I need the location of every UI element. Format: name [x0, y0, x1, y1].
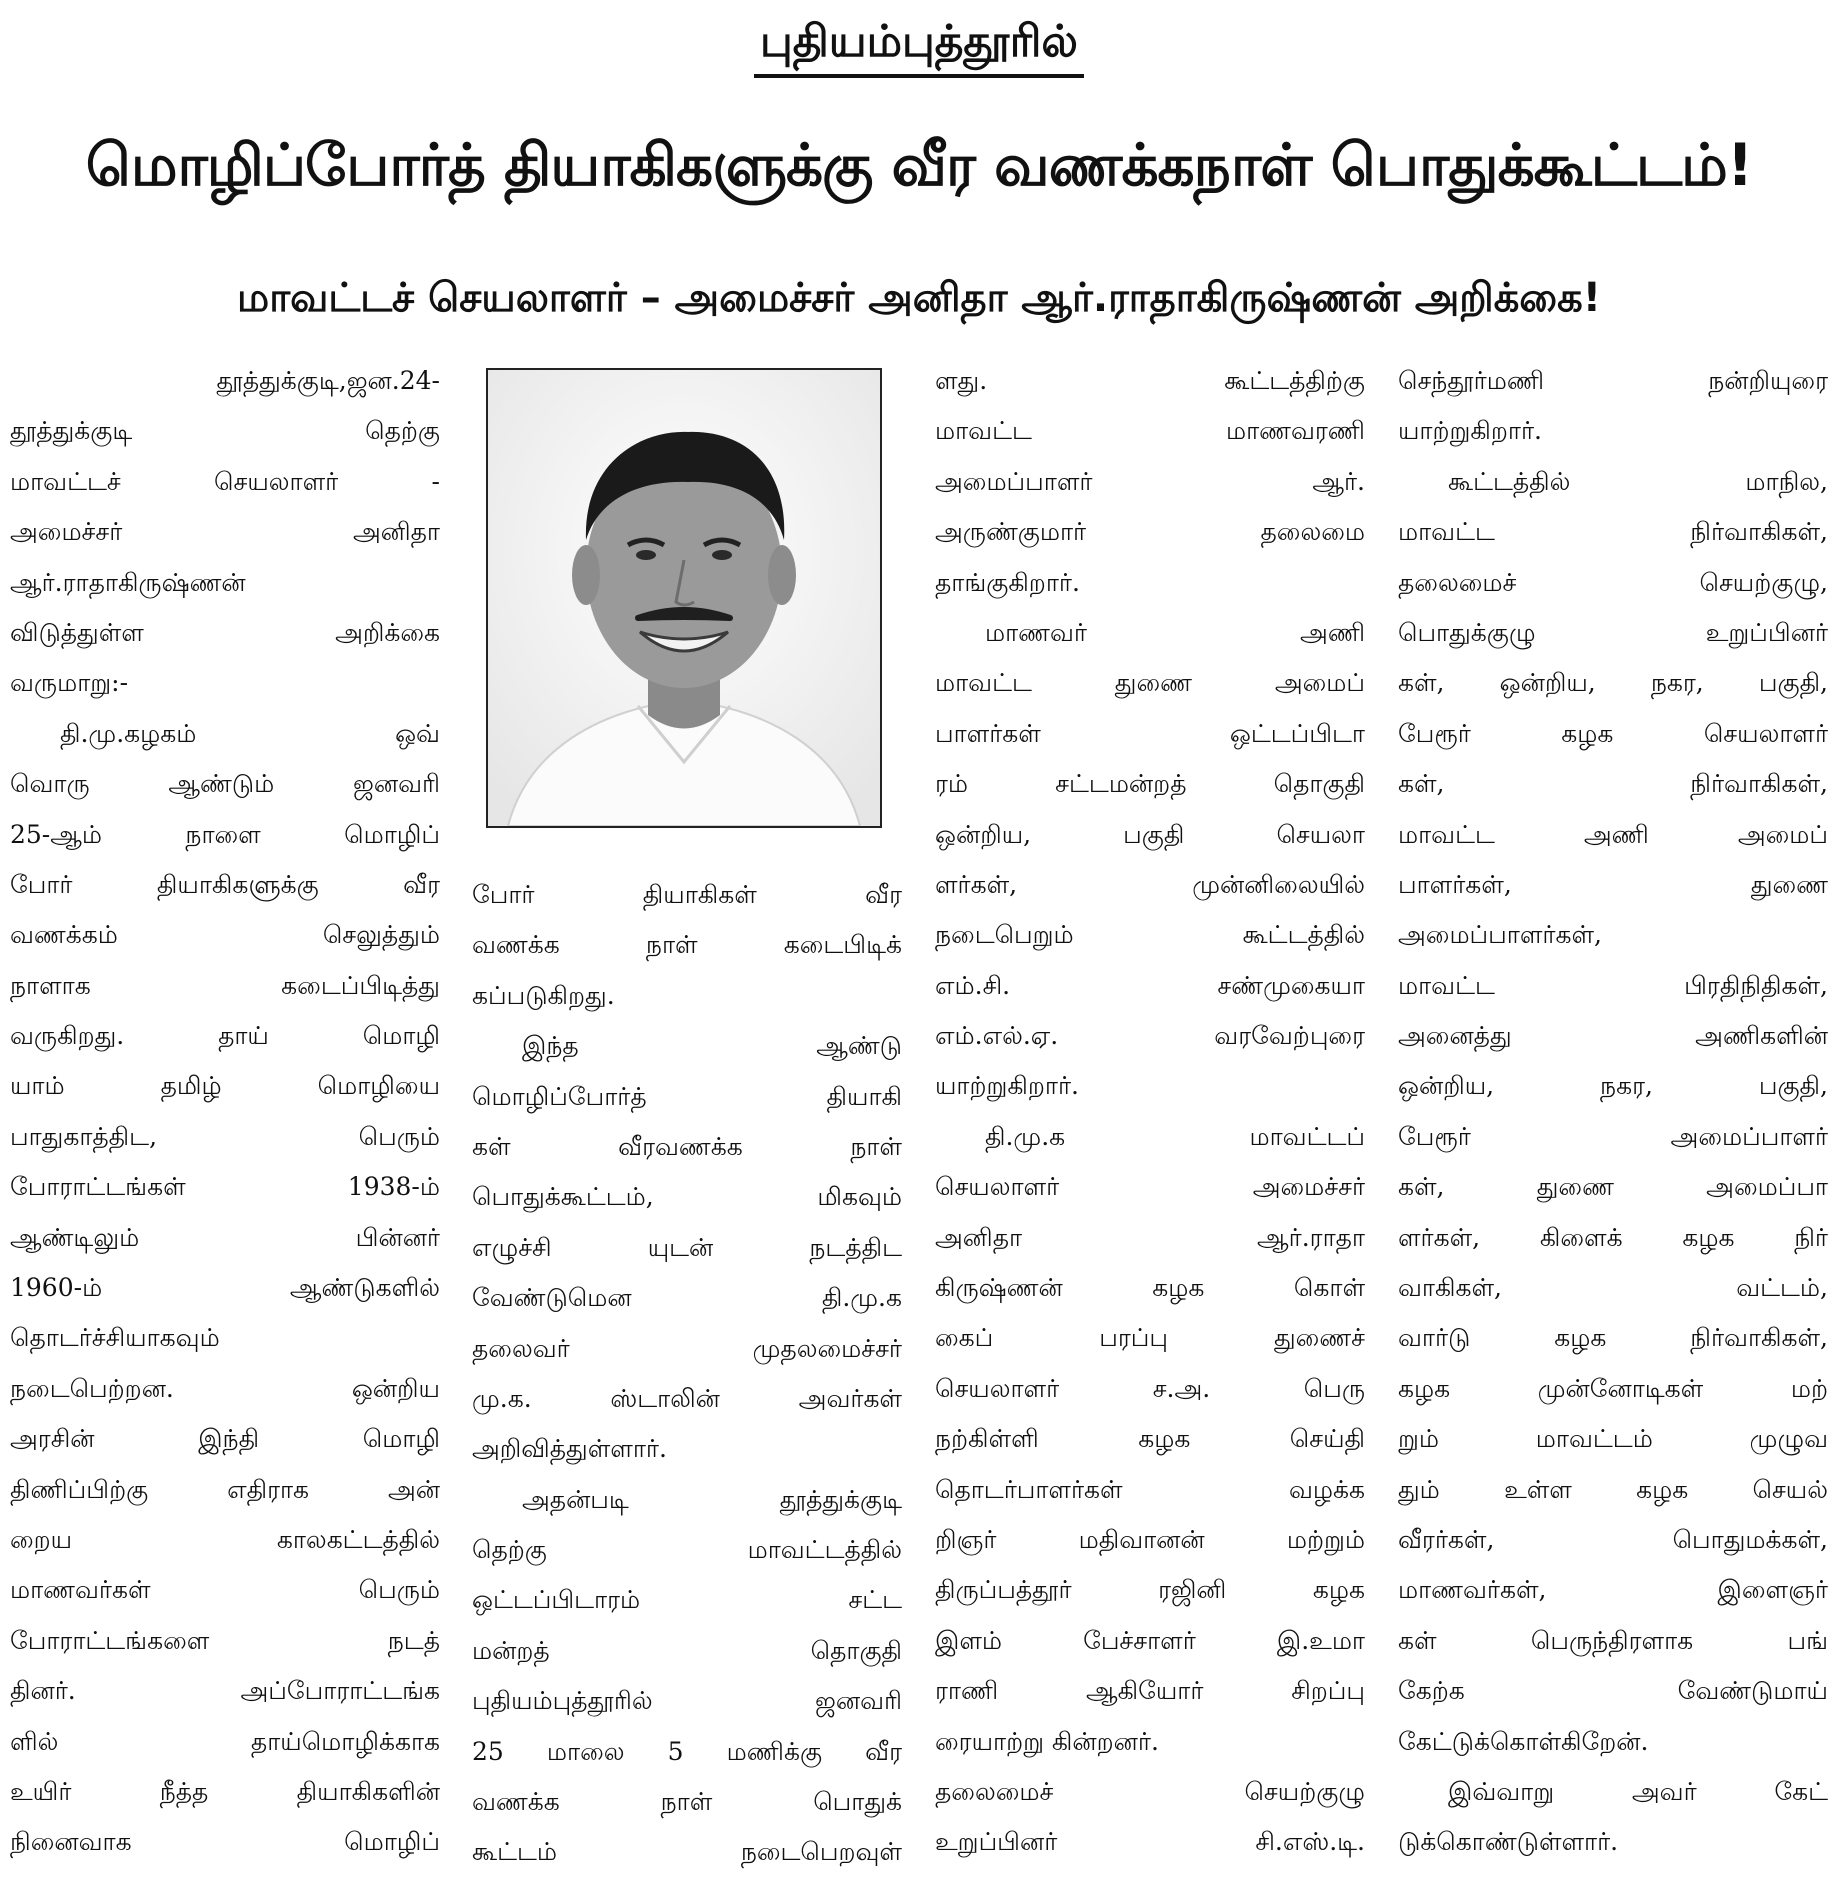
article-line: அமைச்சர் அனிதா	[10, 517, 440, 547]
article-line: வருமாறு:-	[10, 668, 129, 698]
article-line: ஒன்றிய, பகுதி செயலா	[935, 819, 1365, 849]
article-line: நினைவாக மொழிப்	[10, 1827, 440, 1857]
article-line: தூத்துக்குடி,ஜன.24-	[216, 366, 440, 395]
article-line: வணக்க நாள் கடைபிடிக்	[472, 930, 902, 960]
article-line: ளில் தாய்மொழிக்காக	[10, 1726, 440, 1756]
article-line: அமைப்பாளர்கள்,	[1398, 920, 1602, 950]
article-line: தாங்குகிறார்.	[935, 567, 1080, 597]
article-line: அரசின் இந்தி மொழி	[10, 1424, 440, 1454]
article-line: தலைமைச் செயற்குழு	[935, 1776, 1365, 1806]
article-column-1	[10, 356, 440, 1868]
article-line: பாதுகாத்திட, பெரும்	[10, 1121, 440, 1151]
article-line: திருப்பத்தூர் ரஜினி கழக	[935, 1575, 1365, 1605]
article-line: உயிர் நீத்த தியாகிகளின்	[10, 1776, 440, 1806]
article-line: திணிப்பிற்கு எதிராக அன்	[10, 1474, 440, 1504]
article-line: புதியம்புத்தூரில் ஜனவரி	[472, 1686, 902, 1716]
article-line: வார்டு கழக நிர்வாகிகள்,	[1398, 1323, 1828, 1353]
article-line: தி.மு.க மாவட்டப்	[985, 1121, 1365, 1151]
article-line: நாளாக கடைப்பிடித்து	[10, 970, 440, 1000]
article-line: 25 மாலை 5 மணிக்கு வீர	[472, 1736, 902, 1766]
article-line: தலைமைச் செயற்குழு,	[1398, 567, 1828, 597]
article-line: போராட்டங்களை நடத்	[10, 1625, 440, 1655]
article-line: கூட்டம் நடைபெறவுள்	[472, 1837, 902, 1867]
article-line: தி.மு.கழகம் ஒவ்	[60, 718, 440, 748]
article-line: மன்றத் தொகுதி	[472, 1635, 902, 1665]
article-column-4	[1398, 356, 1828, 1868]
article-line: பாளர்கள் ஒட்டப்பிடா	[935, 718, 1365, 748]
article-line: கள், நிர்வாகிகள்,	[1398, 769, 1828, 799]
article-line: நற்கிள்ளி கழக செய்தி	[935, 1424, 1365, 1454]
article-line: வீரர்கள், பொதுமக்கள்,	[1398, 1524, 1828, 1554]
article-line: கள், ஒன்றிய, நகர, பகுதி,	[1398, 668, 1828, 698]
article-line: மாணவர்கள் பெரும்	[10, 1575, 440, 1605]
article-line: ளது. கூட்டத்திற்கு	[935, 366, 1365, 395]
article-line: மொழிப்போர்த் தியாகி	[472, 1081, 902, 1111]
article-line: எழுச்சி யுடன் நடத்திட	[472, 1232, 902, 1262]
article-line: கள் பெருந்திரளாக பங்	[1398, 1625, 1828, 1655]
article-line: அனிதா ஆர்.ராதா	[935, 1222, 1365, 1252]
article-kicker	[0, 12, 1838, 78]
article-line: ஆர்.ராதாகிருஷ்ணன்	[10, 567, 246, 597]
article-line: ரையாற்று கின்றனர்.	[935, 1726, 1159, 1756]
article-line: செந்தூர்மணி நன்றியுரை	[1398, 366, 1828, 395]
article-line: யாற்றுகிறார்.	[935, 1071, 1079, 1101]
article-column-3	[935, 356, 1365, 1868]
article-line: கேற்க வேண்டுமாய்	[1398, 1676, 1828, 1706]
article-line: தொடர்ச்சியாகவும்	[10, 1323, 220, 1353]
article-line: வொரு ஆண்டும் ஜனவரி	[10, 769, 440, 799]
article-line: கேட்டுக்கொள்கிறேன்.	[1398, 1726, 1649, 1756]
article-line: 1960-ம் ஆண்டுகளில்	[10, 1273, 440, 1303]
article-line: றும் மாவட்டம் முழுவ	[1398, 1424, 1828, 1454]
article-line: மாவட்ட துணை அமைப்	[935, 668, 1365, 698]
article-line: ஒன்றிய, நகர, பகுதி,	[1398, 1071, 1828, 1101]
kicker-text: புதியம்புத்தூரில்	[754, 12, 1084, 78]
article-line: பொதுக்குழு உறுப்பினர்	[1398, 617, 1828, 647]
article-line: நடைபெற்றன. ஒன்றிய	[10, 1373, 440, 1403]
article-line: அமைப்பாளர் ஆர்.	[935, 466, 1365, 496]
article-line: தூத்துக்குடி தெற்கு	[10, 416, 440, 446]
article-line: யாற்றுகிறார்.	[1398, 416, 1542, 446]
article-line: கள், துணை அமைப்பா	[1398, 1172, 1828, 1202]
article-line: கள் வீரவணக்க நாள்	[472, 1131, 902, 1161]
article-line: செயலாளர் அமைச்சர்	[935, 1172, 1365, 1202]
article-line: மாவட்ட நிர்வாகிகள்,	[1398, 517, 1828, 547]
article-line: கிருஷ்ணன் கழக கொள்	[935, 1273, 1365, 1303]
article-line: பேரூர் அமைப்பாளர்	[1398, 1121, 1828, 1151]
article-line: மாணவர் அணி	[985, 617, 1365, 647]
article-line: ஆண்டிலும் பின்னர்	[10, 1222, 440, 1252]
article-line: றைய காலகட்டத்தில்	[10, 1524, 440, 1554]
article-line: செயலாளர் ச.அ. பெரு	[935, 1373, 1365, 1403]
article-line: அதன்படி தூத்துக்குடி	[522, 1484, 902, 1514]
article-line: டுக்கொண்டுள்ளார்.	[1398, 1827, 1619, 1857]
article-line: கைப் பரப்பு துணைச்	[935, 1323, 1365, 1353]
article-line: அறிவித்துள்ளார்.	[472, 1434, 667, 1464]
article-line: இவ்வாறு அவர் கேட்	[1448, 1776, 1828, 1806]
article-line: வேண்டுமென தி.மு.க	[472, 1283, 902, 1313]
article-line: இந்த ஆண்டு	[522, 1031, 902, 1061]
article-line: எம்.சி. சண்முகையா	[935, 970, 1365, 1000]
article-line: எம்.எல்.ஏ. வரவேற்புரை	[935, 1021, 1365, 1051]
article-line: யாம் தமிழ் மொழியை	[10, 1071, 440, 1101]
article-line: மாணவர்கள், இளைஞர்	[1398, 1575, 1828, 1605]
article-line: தெற்கு மாவட்டத்தில்	[472, 1535, 902, 1565]
portrait-illustration	[488, 370, 880, 826]
article-line: வருகிறது. தாய் மொழி	[10, 1021, 440, 1051]
article-line: கூட்டத்தில் மாநில,	[1448, 466, 1828, 496]
article-line: பேரூர் கழக செயலாளர்	[1398, 718, 1828, 748]
article-line: கழக முன்னோடிகள் மற்	[1398, 1373, 1828, 1403]
article-line: போர் தியாகிகள் வீர	[472, 880, 902, 909]
article-line: பொதுக்கூட்டம், மிகவும்	[472, 1182, 902, 1212]
article-line: விடுத்துள்ள அறிக்கை	[10, 617, 440, 647]
article-line: மாவட்ட அணி அமைப்	[1398, 819, 1828, 849]
portrait-photo	[486, 368, 882, 828]
article-line: உறுப்பினர் சி.எஸ்.டி.	[935, 1827, 1365, 1857]
article-line: வணக்க நாள் பொதுக்	[472, 1787, 902, 1817]
article-subhead: மாவட்டச் செயலாளர் – அமைச்சர் அனிதா ஆர்.ராதாகிருஷ்ணன் அறிக்கை!	[237, 275, 1601, 321]
article-line: ஒட்டப்பிடாரம் சட்ட	[472, 1585, 902, 1615]
article-line: பாளர்கள், துணை	[1398, 869, 1828, 899]
article-line: மாவட்டச் செயலாளர் -	[10, 466, 440, 496]
article-line: இளம் பேச்சாளர் இ.உமா	[935, 1625, 1365, 1655]
article-headline: மொழிப்போர்த் தியாகிகளுக்கு வீர வணக்கநாள் பொதுக்கூட்டம்!	[85, 131, 1753, 199]
article-line: போர் தியாகிகளுக்கு வீர	[10, 869, 440, 899]
article-line: வாகிகள், வட்டம்,	[1398, 1273, 1828, 1303]
article-line: மாவட்ட மாணவரணி	[935, 416, 1365, 446]
article-line: தினர். அப்போராட்டங்க	[10, 1676, 440, 1706]
article-line: தலைவர் முதலமைச்சர்	[472, 1333, 902, 1363]
article-column-2	[472, 870, 902, 1878]
article-line: மாவட்ட பிரதிநிதிகள்,	[1398, 970, 1828, 1000]
article-line: நடைபெறும் கூட்டத்தில்	[935, 920, 1365, 950]
article-line: அனைத்து அணிகளின்	[1398, 1021, 1828, 1051]
article-line: ரம் சட்டமன்றத் தொகுதி	[935, 769, 1365, 799]
article-line: அருண்குமார் தலைமை	[935, 517, 1365, 547]
article-line: தொடர்பாளர்கள் வழக்க	[935, 1474, 1365, 1504]
article-line: ளர்கள், கிளைக் கழக நிர்	[1398, 1222, 1828, 1252]
article-line: மு.க. ஸ்டாலின் அவர்கள்	[472, 1383, 902, 1413]
article-line: தும் உள்ள கழக செயல்	[1398, 1474, 1828, 1504]
article-line: போராட்டங்கள் 1938-ம்	[10, 1172, 440, 1202]
article-line: கப்படுகிறது.	[472, 980, 615, 1010]
article-line: ளர்கள், முன்னிலையில்	[935, 869, 1365, 899]
article-line: 25-ஆம் நாளை மொழிப்	[10, 819, 440, 849]
article-line: ராணி ஆகியோர் சிறப்பு	[935, 1676, 1365, 1706]
article-line: வணக்கம் செலுத்தும்	[10, 920, 440, 950]
article-line: றிஞர் மதிவானன் மற்றும்	[935, 1524, 1365, 1554]
